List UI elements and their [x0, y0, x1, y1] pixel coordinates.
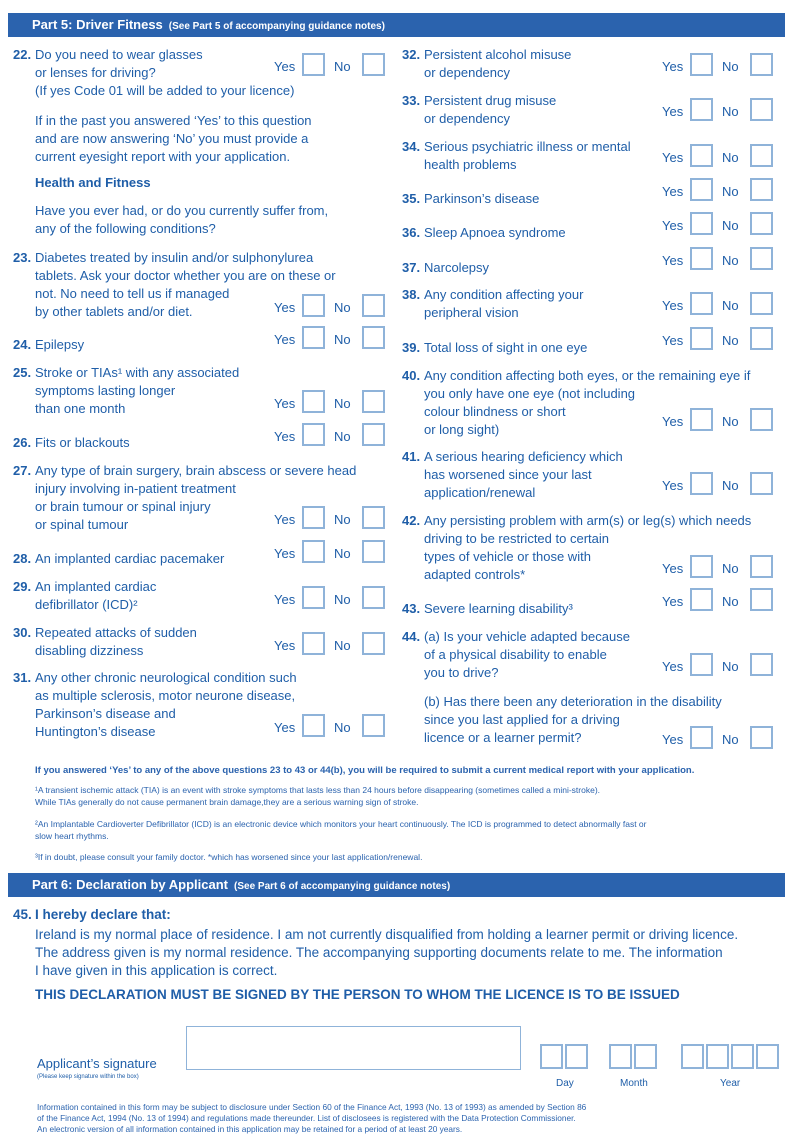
question-text: Total loss of sight in one eye [424, 340, 588, 355]
question-number: 23. [13, 250, 32, 265]
yes-checkbox[interactable] [690, 327, 713, 350]
no-label: No [334, 638, 351, 653]
yes-label: Yes [662, 298, 684, 313]
no-checkbox[interactable] [362, 506, 385, 529]
year-digit-3[interactable] [731, 1044, 754, 1069]
no-label: No [334, 546, 351, 561]
signature-box[interactable] [186, 1026, 521, 1070]
yes-label: Yes [662, 594, 684, 609]
question-number: 24. [13, 337, 32, 352]
declaration-heading: I hereby declare that: [35, 907, 171, 922]
part5-note: (See Part 5 of accompanying guidance notes) [168, 21, 385, 32]
question-number: 43. [402, 601, 421, 616]
question-text: Diabetes treated by insulin and/or sulphonylurea tablets. Ask your doctor whether you are on these or not. No need to tell us if managed by other tablets and/or diet. [35, 250, 336, 319]
yes-checkbox[interactable] [690, 292, 713, 315]
no-label: No [722, 104, 739, 119]
question-text: Any condition affecting both eyes, or the remaining eye if you only have one eye (not including colour blindness or short or long sight) [424, 368, 751, 437]
question-text: Narcolepsy [424, 260, 490, 275]
no-checkbox[interactable] [750, 588, 773, 611]
disclosure-footer: Information contained in this form may be subject to disclosure under Section 60 of the Finance Act, 1993 (No. 13 of 1993) as amended by Section 86 of the Finance Act, 1994 (No. 13 of 1994) and regulations made thereunder. List of disclosees is registered with the Data Protection Commissioner. An electronic version of all information contained in this application may be retained for a period of at least 20 years. [37, 1102, 587, 1134]
question-23 [13, 249, 383, 321]
no-label: No [722, 732, 739, 747]
declaration-text: Ireland is my normal place of residence. I am not currently disqualified from holding a learner permit or driving licence. The address given is my normal residence. The accompanying supporting documents relate to me. The information I have given in this application is correct. [35, 927, 739, 978]
health-intro: Have you ever had, or do you currently suffer from, any of the following conditions? [35, 203, 329, 236]
question-30 [13, 624, 383, 660]
question-number: 41. [402, 449, 421, 464]
no-label: No [334, 512, 351, 527]
no-label: No [722, 659, 739, 674]
no-label: No [722, 561, 739, 576]
year-label: Year [720, 1078, 741, 1089]
no-label: No [722, 184, 739, 199]
yes-label: Yes [662, 59, 684, 74]
question-number: 28. [13, 551, 32, 566]
yes-label: Yes [274, 592, 296, 607]
question-text: Any other chronic neurological condition such as multiple sclerosis, motor neurone disease, Parkinson’s disease and Huntington’s disease [35, 670, 297, 739]
question-text: Parkinson’s disease [424, 191, 540, 206]
no-label: No [334, 332, 351, 347]
declaration-caps: THIS DECLARATION MUST BE SIGNED BY THE PERSON TO WHOM THE LICENCE IS TO BE ISSUED [35, 987, 680, 1002]
yes-checkbox[interactable] [690, 726, 713, 749]
yes-label: Yes [662, 414, 684, 429]
yes-label: Yes [662, 253, 684, 268]
yes-label: Yes [662, 150, 684, 165]
medical-report-note: If you answered ‘Yes’ to any of the above questions 23 to 43 or 44(b), you will be required to submit a current medical report with your application. [35, 765, 695, 776]
no-label: No [334, 592, 351, 607]
no-checkbox[interactable] [750, 653, 773, 676]
question-text: An implanted cardiac pacemaker [35, 551, 225, 566]
year-digit-4[interactable] [756, 1044, 779, 1069]
yes-checkbox[interactable] [302, 714, 325, 737]
yes-checkbox[interactable] [690, 98, 713, 121]
no-checkbox[interactable] [750, 212, 773, 235]
question-text: Serious psychiatric illness or mental health problems [424, 139, 631, 172]
question-number: 40. [402, 368, 421, 383]
no-checkbox[interactable] [362, 390, 385, 413]
question-text: An implanted cardiac defibrillator (ICD)² [35, 579, 157, 612]
question-31 [13, 669, 383, 741]
no-label: No [334, 429, 351, 444]
no-label: No [722, 218, 739, 233]
yes-checkbox[interactable] [302, 294, 325, 317]
no-label: No [722, 253, 739, 268]
yes-label: Yes [662, 478, 684, 493]
yes-label: Yes [662, 218, 684, 233]
no-label: No [722, 594, 739, 609]
no-checkbox[interactable] [750, 144, 773, 167]
question-25 [13, 364, 383, 418]
yes-checkbox[interactable] [690, 555, 713, 578]
question-number: 44. [402, 629, 421, 644]
question-text: Repeated attacks of sudden disabling dizziness [35, 625, 197, 658]
question-text: Persistent alcohol misuse or dependency [424, 47, 572, 80]
no-checkbox[interactable] [750, 472, 773, 495]
no-checkbox[interactable] [362, 326, 385, 349]
question-number: 32. [402, 47, 421, 62]
question-number: 25. [13, 365, 32, 380]
question-number: 42. [402, 513, 421, 528]
no-label: No [334, 300, 351, 315]
no-label: No [334, 396, 351, 411]
question-text: Any condition affecting your peripheral vision [424, 287, 584, 320]
question-number: 37. [402, 260, 421, 275]
yes-label: Yes [274, 546, 296, 561]
question-24 [13, 336, 383, 354]
no-checkbox[interactable] [750, 98, 773, 121]
no-checkbox[interactable] [750, 53, 773, 76]
question-note: If in the past you answered ‘Yes’ to this question and are now answering ‘No’ you must provide a current eyesight report with your application. [35, 113, 312, 164]
month-digit-2[interactable] [634, 1044, 657, 1069]
question-text: Any type of brain surgery, brain abscess or severe head injury involving in-patient treatment or brain tumour or spinal injury or spinal tumour [35, 463, 357, 532]
part6-note: (See Part 6 of accompanying guidance notes) [234, 881, 451, 892]
question-number: 34. [402, 139, 421, 154]
no-label: No [722, 59, 739, 74]
question-text: Severe learning disability³ [424, 601, 573, 616]
part5-title: Part 5: Driver Fitness [32, 17, 163, 32]
yes-checkbox[interactable] [302, 632, 325, 655]
no-checkbox[interactable] [750, 247, 773, 270]
no-label: No [722, 478, 739, 493]
yes-label: Yes [662, 732, 684, 747]
footnote-doctor: ³If in doubt, please consult your family doctor. *which has worsened since your last application/renewal. [35, 852, 423, 862]
no-checkbox[interactable] [362, 586, 385, 609]
yes-checkbox[interactable] [690, 53, 713, 76]
day-digit-2[interactable] [565, 1044, 588, 1069]
question-number: 35. [402, 191, 421, 206]
question-text: Any persisting problem with arm(s) or leg(s) which needs driving to be restricted to certain types of vehicle or those with adapted controls* [424, 513, 752, 582]
yes-label: Yes [274, 720, 296, 735]
no-checkbox[interactable] [362, 714, 385, 737]
question-number: 30. [13, 625, 32, 640]
question-text: A serious hearing deficiency which has worsened since your last application/renewal [424, 449, 623, 500]
part6-title: Part 6: Declaration by Applicant [32, 877, 229, 892]
no-label: No [334, 59, 351, 74]
question-number: 38. [402, 287, 421, 302]
question-28 [13, 550, 383, 568]
yes-checkbox[interactable] [302, 540, 325, 563]
no-label: No [722, 150, 739, 165]
no-checkbox[interactable] [750, 327, 773, 350]
question-44b-text: (b) Has there been any deterioration in the disability since you last applied for a driving licence or a learner permit? [424, 694, 722, 745]
no-label: No [722, 414, 739, 429]
yes-checkbox[interactable] [690, 247, 713, 270]
yes-label: Yes [274, 512, 296, 527]
question-text: Fits or blackouts [35, 435, 130, 450]
no-checkbox[interactable] [362, 294, 385, 317]
no-checkbox[interactable] [750, 408, 773, 431]
no-checkbox[interactable] [750, 726, 773, 749]
yes-checkbox[interactable] [690, 653, 713, 676]
yes-label: Yes [274, 300, 296, 315]
yes-checkbox[interactable] [690, 588, 713, 611]
question-number: 22. [13, 47, 32, 62]
question-41 [402, 448, 792, 502]
no-checkbox[interactable] [750, 292, 773, 315]
question-number: 39. [402, 340, 421, 355]
day-label: Day [556, 1078, 574, 1089]
question-number: 45. [13, 907, 32, 922]
health-heading: Health and Fitness [35, 175, 151, 190]
yes-label: Yes [662, 184, 684, 199]
question-text: Sleep Apnoea syndrome [424, 225, 566, 240]
year-digit-2[interactable] [706, 1044, 729, 1069]
yes-checkbox[interactable] [690, 178, 713, 201]
no-checkbox[interactable] [362, 632, 385, 655]
no-checkbox[interactable] [362, 423, 385, 446]
month-digit-1[interactable] [609, 1044, 632, 1069]
no-checkbox[interactable] [750, 178, 773, 201]
yes-label: Yes [274, 429, 296, 444]
yes-label: Yes [274, 59, 296, 74]
question-26 [13, 434, 383, 452]
no-label: No [722, 298, 739, 313]
question-text: Epilepsy [35, 337, 85, 352]
question-29 [13, 578, 383, 614]
yes-label: Yes [274, 396, 296, 411]
no-checkbox[interactable] [362, 540, 385, 563]
question-44 [402, 628, 792, 747]
no-label: No [334, 720, 351, 735]
yes-checkbox[interactable] [302, 586, 325, 609]
yes-checkbox[interactable] [302, 326, 325, 349]
part6-header [8, 873, 785, 897]
yes-checkbox[interactable] [690, 212, 713, 235]
yes-label: Yes [274, 638, 296, 653]
yes-label: Yes [274, 332, 296, 347]
yes-checkbox[interactable] [690, 408, 713, 431]
footnote-tia: ¹A transient ischemic attack (TIA) is an event with stroke symptoms that lasts less than 24 hours before disappearing (sometimes called a mini-stroke). While TIAs generally do not cause permanent brain damage,they are a serious warning sign of stroke. [35, 785, 601, 807]
question-number: 33. [402, 93, 421, 108]
yes-checkbox[interactable] [302, 390, 325, 413]
question-45 [13, 906, 798, 1004]
yes-checkbox[interactable] [690, 472, 713, 495]
yes-checkbox[interactable] [302, 423, 325, 446]
day-digit-1[interactable] [540, 1044, 563, 1069]
question-text: Persistent drug misuse or dependency [424, 93, 557, 126]
yes-checkbox[interactable] [690, 144, 713, 167]
yes-label: Yes [662, 659, 684, 674]
footnote-icd: ²An Implantable Cardioverter Defibrillator (ICD) is an electronic device which monitors your heart continuously. The ICD is programmed to detect abnormally fast or slow heart rhythms. [35, 819, 647, 841]
question-number: 26. [13, 435, 32, 450]
yes-label: Yes [662, 333, 684, 348]
question-text: (a) Is your vehicle adapted because of a physical disability to enable you to drive? [424, 629, 630, 680]
question-number: 27. [13, 463, 32, 478]
question-22 [13, 46, 383, 238]
yes-label: Yes [662, 561, 684, 576]
signature-hint: (Please keep signature within the box) [37, 1074, 139, 1080]
question-number: 36. [402, 225, 421, 240]
question-number: 29. [13, 579, 32, 594]
question-number: 31. [13, 670, 32, 685]
yes-label: Yes [662, 104, 684, 119]
year-digit-1[interactable] [681, 1044, 704, 1069]
month-label: Month [620, 1078, 648, 1089]
yes-checkbox[interactable] [302, 506, 325, 529]
no-checkbox[interactable] [750, 555, 773, 578]
no-label: No [722, 333, 739, 348]
signature-label: Applicant’s signature [37, 1056, 157, 1071]
no-checkbox[interactable] [362, 53, 385, 76]
yes-checkbox[interactable] [302, 53, 325, 76]
question-text: Do you need to wear glasses or lenses for driving? (If yes Code 01 will be added to your licence) [35, 47, 295, 98]
part5-header [8, 13, 785, 37]
question-text: Stroke or TIAs¹ with any associated symptoms lasting longer than one month [35, 365, 240, 416]
